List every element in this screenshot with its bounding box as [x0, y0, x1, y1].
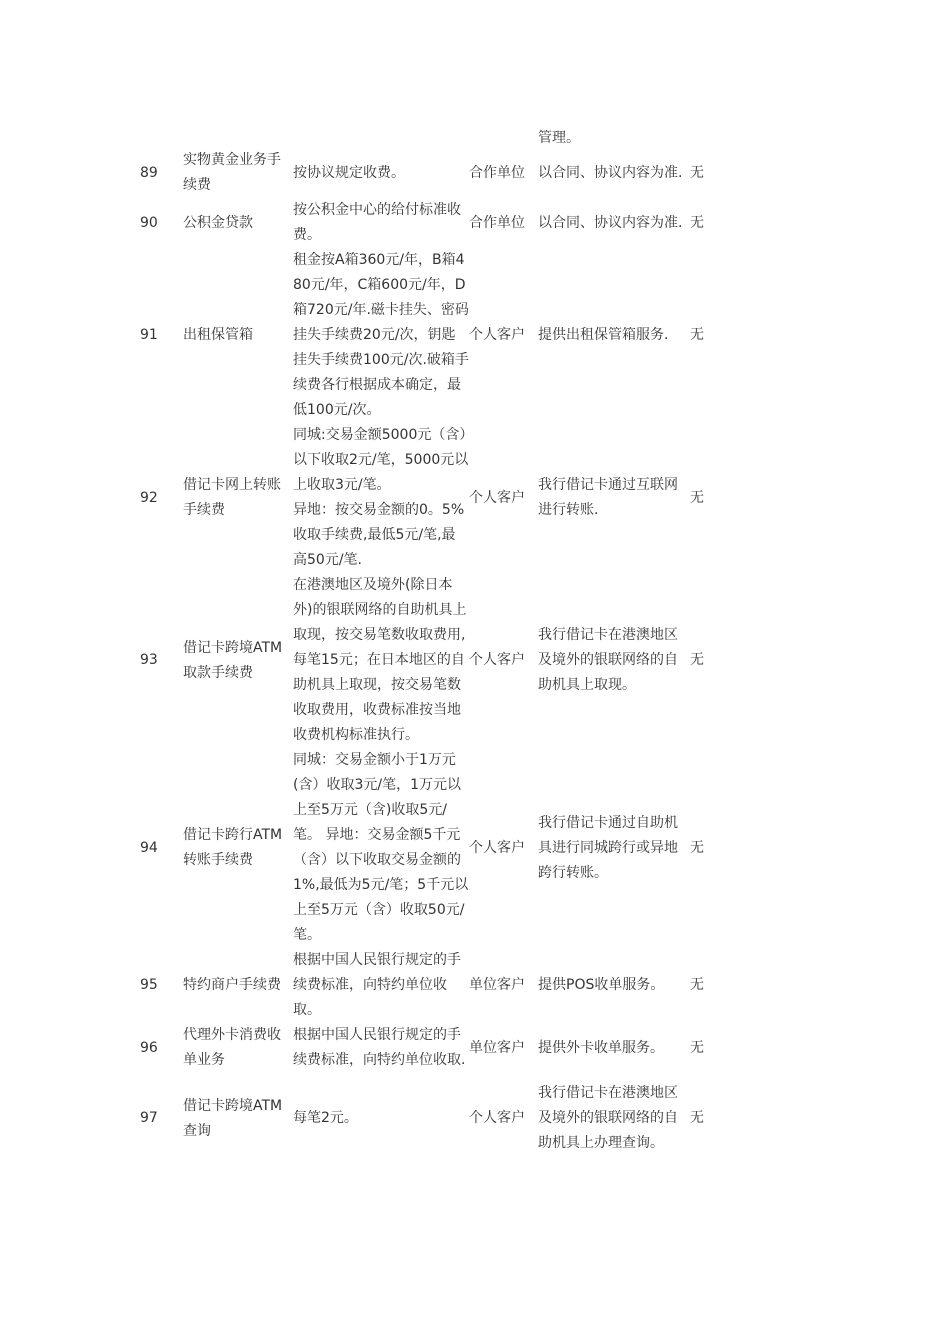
service-description: 提供外卡收单服务。 [538, 1039, 664, 1056]
table-row [140, 573, 714, 748]
item-name: 借记卡跨行ATM转账手续费 [183, 827, 283, 868]
row-number: 89 [140, 164, 158, 181]
remark: 无 [690, 214, 704, 231]
row-number: 92 [140, 489, 158, 506]
client-type: 个人客户 [469, 327, 525, 343]
service-description: 以合同、协议内容为准. [538, 214, 683, 231]
item-name: 借记卡跨境ATM取款手续费 [183, 639, 283, 681]
table-row [140, 748, 714, 948]
row-number: 93 [140, 652, 158, 668]
remark: 无 [690, 164, 704, 181]
row-number: 97 [140, 1110, 158, 1126]
fee-table [140, 148, 714, 1156]
table-row [140, 423, 714, 573]
carryover-text: 管理。 [538, 130, 580, 146]
row-number: 96 [140, 1039, 158, 1056]
fee-standard: 租金按A箱360元/年，B箱480元/年，C箱600元/年，D箱720元/年.磁卡挂失、密码挂失手续费20元/次，钥匙挂失手续费100元/次.破箱手续费各行根据成本确定，最低100元/次。 [293, 252, 469, 418]
item-name: 代理外卡消费收单业务 [183, 1027, 281, 1068]
remark: 无 [690, 839, 704, 856]
service-description: 提供POS收单服务。 [538, 977, 665, 993]
fee-standard: 根据中国人民银行规定的手续费标准，向特约单位收取. [293, 1027, 466, 1068]
fee-standard: 根据中国人民银行规定的手续费标准，向特约单位收取。 [293, 952, 461, 1018]
fee-standard: 按协议规定收费。 [293, 164, 405, 181]
fee-standard: 同城：交易金额小于1万元(含）收取3元/笔，1万元以上至5万元（含)收取5元/笔。 异地：交易金额5千元（含）以下收取交易金额的1%,最低为5元/笔；5千元以上至5万元（含）收取50元/笔。 [293, 752, 469, 943]
service-description: 我行借记卡在港澳地区及境外的银联网络的自助机具上办理查询。 [538, 1085, 678, 1151]
row-number: 95 [140, 977, 158, 993]
client-type: 单位客户 [469, 977, 525, 993]
service-description: 提供出租保管箱服务. [538, 327, 669, 343]
row-number: 90 [140, 214, 158, 231]
item-name: 借记卡跨境ATM查询 [183, 1097, 283, 1139]
client-type: 个人客户 [469, 1110, 525, 1126]
fee-standard: 在港澳地区及境外(除日本外)的银联网络的自助机具上取现，按交易笔数收取费用,每笔15元；在日本地区的自助机具上取现，按交易笔数收取费用，收费标准按当地收费机构标准执行。 [293, 577, 467, 743]
client-type: 个人客户 [469, 489, 525, 506]
service-description: 我行借记卡在港澳地区及境外的银联网络的自助机具上取现。 [538, 627, 678, 693]
service-description: 我行借记卡通过自助机具进行同城跨行或异地跨行转账。 [538, 814, 678, 881]
item-name: 出租保管箱 [183, 327, 253, 343]
item-name: 公积金贷款 [183, 214, 253, 231]
client-type: 合作单位 [469, 164, 525, 181]
remark: 无 [690, 327, 704, 343]
service-description: 以合同、协议内容为准. [538, 164, 683, 181]
client-type: 个人客户 [469, 839, 525, 856]
remark: 无 [690, 1039, 704, 1056]
table-row [140, 1023, 714, 1073]
client-type: 个人客户 [469, 652, 525, 668]
table-row [140, 148, 714, 198]
item-name: 实物黄金业务手续费 [183, 152, 281, 193]
item-name: 借记卡网上转账手续费 [183, 477, 281, 518]
client-type: 合作单位 [469, 214, 525, 231]
remark: 无 [690, 977, 704, 993]
remark: 无 [690, 489, 704, 506]
table-row [140, 1073, 714, 1156]
table-row [140, 948, 714, 1023]
fee-standard: 按公积金中心的给付标准收费。 [293, 202, 461, 243]
table-row [140, 198, 714, 248]
table-row [140, 248, 714, 423]
row-number: 91 [140, 327, 158, 343]
client-type: 单位客户 [469, 1039, 525, 1056]
remark: 无 [690, 652, 704, 668]
service-description: 我行借记卡通过互联网进行转账. [538, 477, 678, 518]
fee-standard: 同城:交易金额5000元（含）以下收取2元/笔，5000元以上收取3元/笔。 异地：按交易金额的0。5%收取手续费,最低5元/笔,最高50元/笔. [293, 427, 469, 568]
item-name: 特约商户手续费 [183, 977, 281, 993]
row-number: 94 [140, 839, 158, 856]
fee-standard: 每笔2元。 [293, 1110, 358, 1126]
remark: 无 [690, 1110, 704, 1126]
